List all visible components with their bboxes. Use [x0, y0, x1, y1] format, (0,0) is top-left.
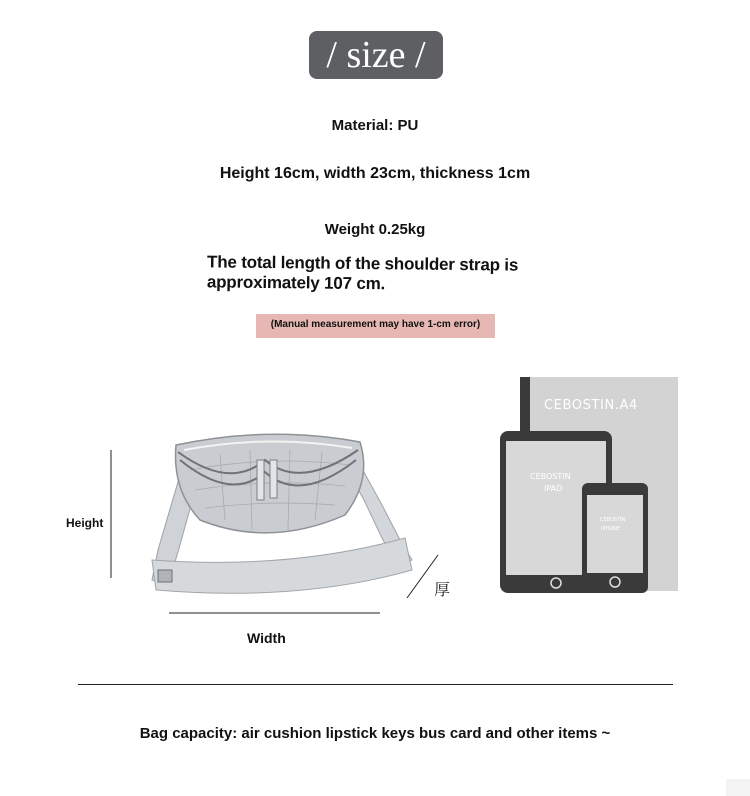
ipad-label-2: IPAD [544, 484, 563, 493]
height-label: Height [66, 516, 104, 530]
width-label: Width [247, 630, 286, 646]
capacity-text: Bag capacity: air cushion lipstick keys bus card and other items ~ [139, 725, 611, 742]
bag-dimension-figure [60, 420, 480, 660]
corner-mark [726, 779, 750, 796]
iphone-label-2: IPHONE [601, 526, 621, 532]
thickness-label: 厚 [434, 580, 451, 599]
a4-label: CEBOSTIN.A4 [544, 398, 638, 413]
dimensions-text: Height 16cm, width 23cm, thickness 1cm [219, 165, 531, 182]
divider [78, 684, 673, 685]
iphone-label-1: CEBOSTIN [600, 517, 626, 523]
size-badge: / size / [309, 31, 443, 79]
weight-text: Weight 0.25kg [324, 221, 426, 238]
strap-note-line-1: The total length of the shoulder strap is [207, 252, 519, 275]
material-text: Material: PU [331, 117, 419, 134]
strap-note-line-2: approximately 107 cm. [206, 272, 386, 294]
measurement-error-note: (Manual measurement may have 1-cm error) [256, 314, 495, 338]
ipad-label-1: CEBOSTIN [530, 472, 571, 481]
device-size-comparison [498, 375, 682, 593]
bag-image [152, 434, 412, 593]
strap-length-note [207, 252, 518, 295]
